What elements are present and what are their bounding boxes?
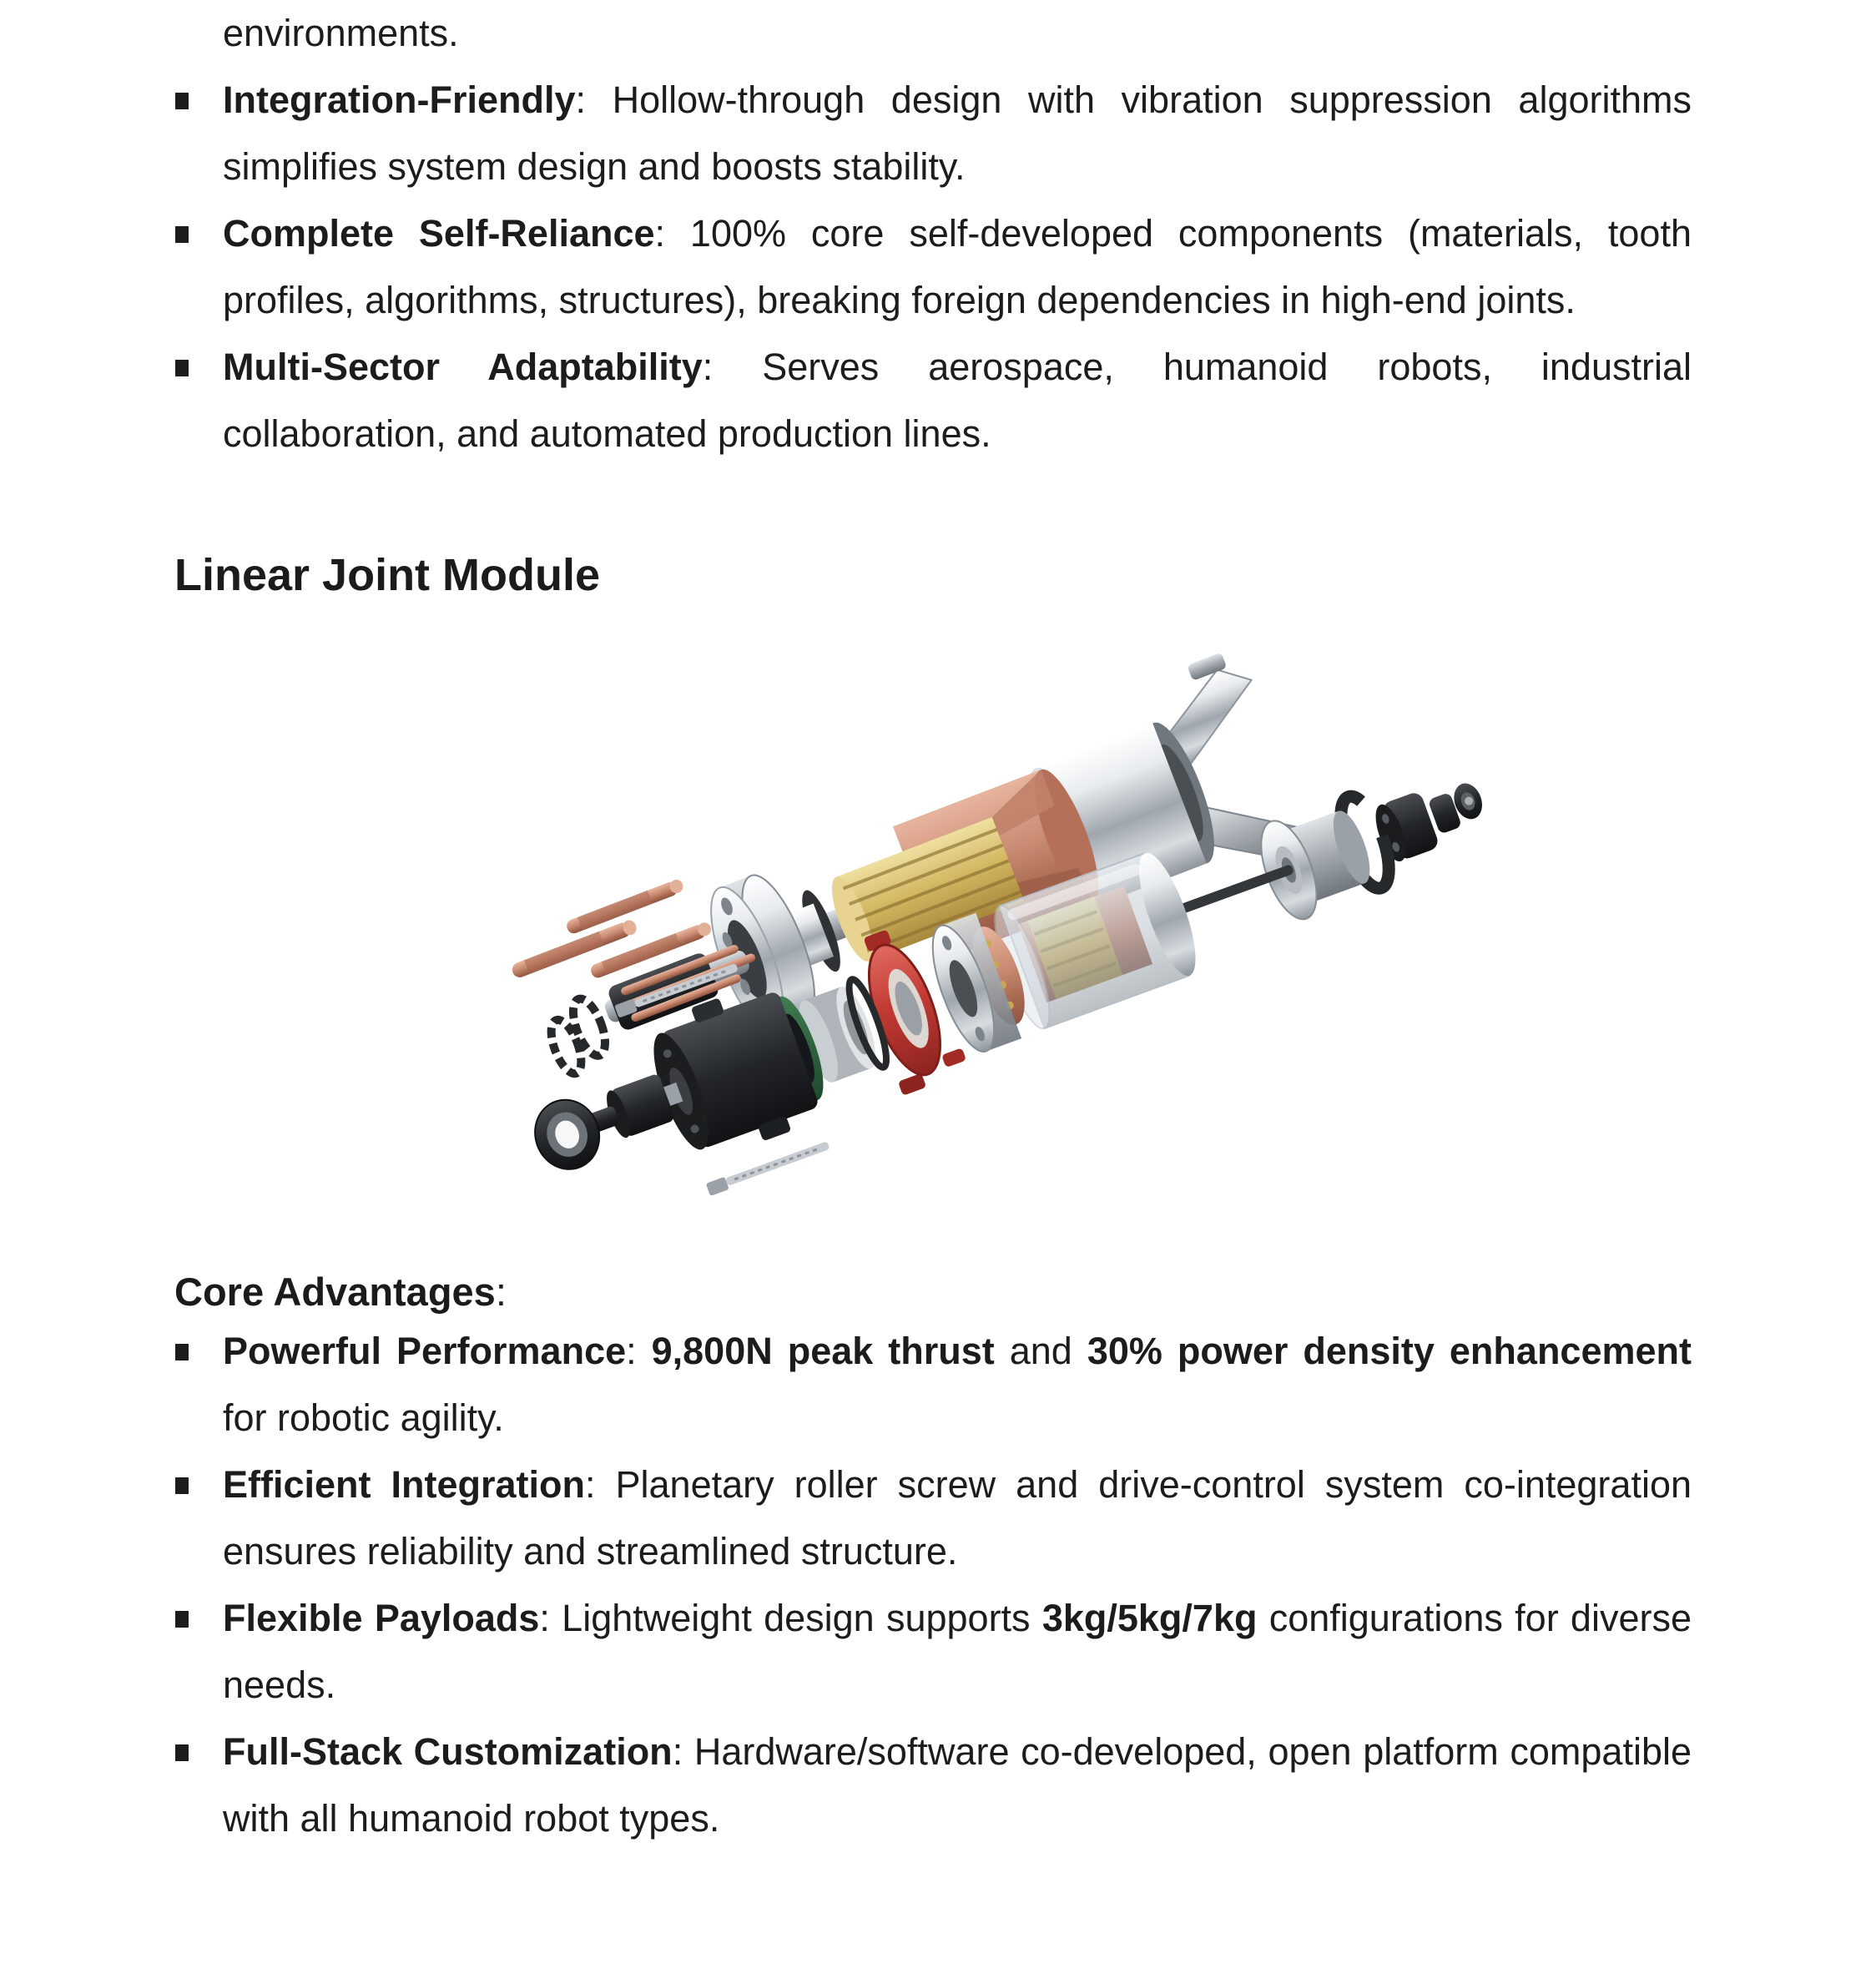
list-item-multi-sector-adaptability <box>173 334 1692 467</box>
core-advantages-bold: Core Advantages <box>174 1270 496 1314</box>
list-item-text: Complete Self-Reliance: 100% core self-developed components (materials, tooth profiles, algorithms, structures), breaking foreign dependencies in high-end joints. <box>223 212 1692 321</box>
universal-joint <box>1426 780 1488 835</box>
list-item-integration-friendly <box>173 67 1692 200</box>
list-item-text: Powerful Performance: 9,800N peak thrust and 30% power density enhancement for robotic agility. <box>223 1330 1692 1439</box>
bullet-square-icon <box>175 226 189 243</box>
bullet-square-icon <box>175 1477 189 1494</box>
list-item-text: Full-Stack Customization: Hardware/software co-developed, open platform compatible with all humanoid robot types. <box>223 1730 1692 1840</box>
section-heading-linear-joint-module: Linear Joint Module <box>174 550 601 600</box>
list-item-text: Efficient Integration: Planetary roller screw and drive-control system co-integration ensures reliability and streamlined structure. <box>223 1463 1692 1573</box>
list-item-full-stack-customization <box>173 1719 1692 1852</box>
piston-cup <box>1250 794 1382 926</box>
core-advantages-heading <box>174 1266 1730 1318</box>
exploded-render <box>456 642 1500 1243</box>
list-item-complete-self-reliance <box>173 200 1692 334</box>
retaining-rings <box>541 995 614 1078</box>
core-advantages-colon: : <box>495 1270 507 1314</box>
list-item-text: Integration-Friendly: Hollow-through design with vibration suppression algorithms simplifies system design and boosts stability. <box>223 78 1692 188</box>
top-actuator-assembly <box>497 646 1321 1148</box>
list-item-text: Multi-Sector Adaptability: Serves aerospace, humanoid robots, industrial collaboration, and automated production lines. <box>223 346 1692 455</box>
list-item-text: Flexible Payloads: Lightweight design supports 3kg/5kg/7kg configurations for diverse needs. <box>223 1597 1692 1706</box>
linear-joint-module-exploded-figure <box>456 642 1500 1243</box>
feature-list <box>173 67 1730 467</box>
paragraph-continuation: environments. <box>223 12 459 54</box>
bullet-square-icon <box>175 93 189 109</box>
advantage-list <box>173 1318 1730 1852</box>
bullet-square-icon <box>175 1744 189 1761</box>
bullet-square-icon <box>175 1611 189 1628</box>
list-item-powerful-performance <box>173 1318 1692 1451</box>
list-item-efficient-integration <box>173 1451 1692 1585</box>
bullet-square-icon <box>175 360 189 376</box>
end-hub <box>1369 790 1440 866</box>
fastener-screw <box>706 1139 831 1196</box>
bullet-square-icon <box>175 1344 189 1361</box>
list-item-flexible-payloads <box>173 1585 1692 1719</box>
